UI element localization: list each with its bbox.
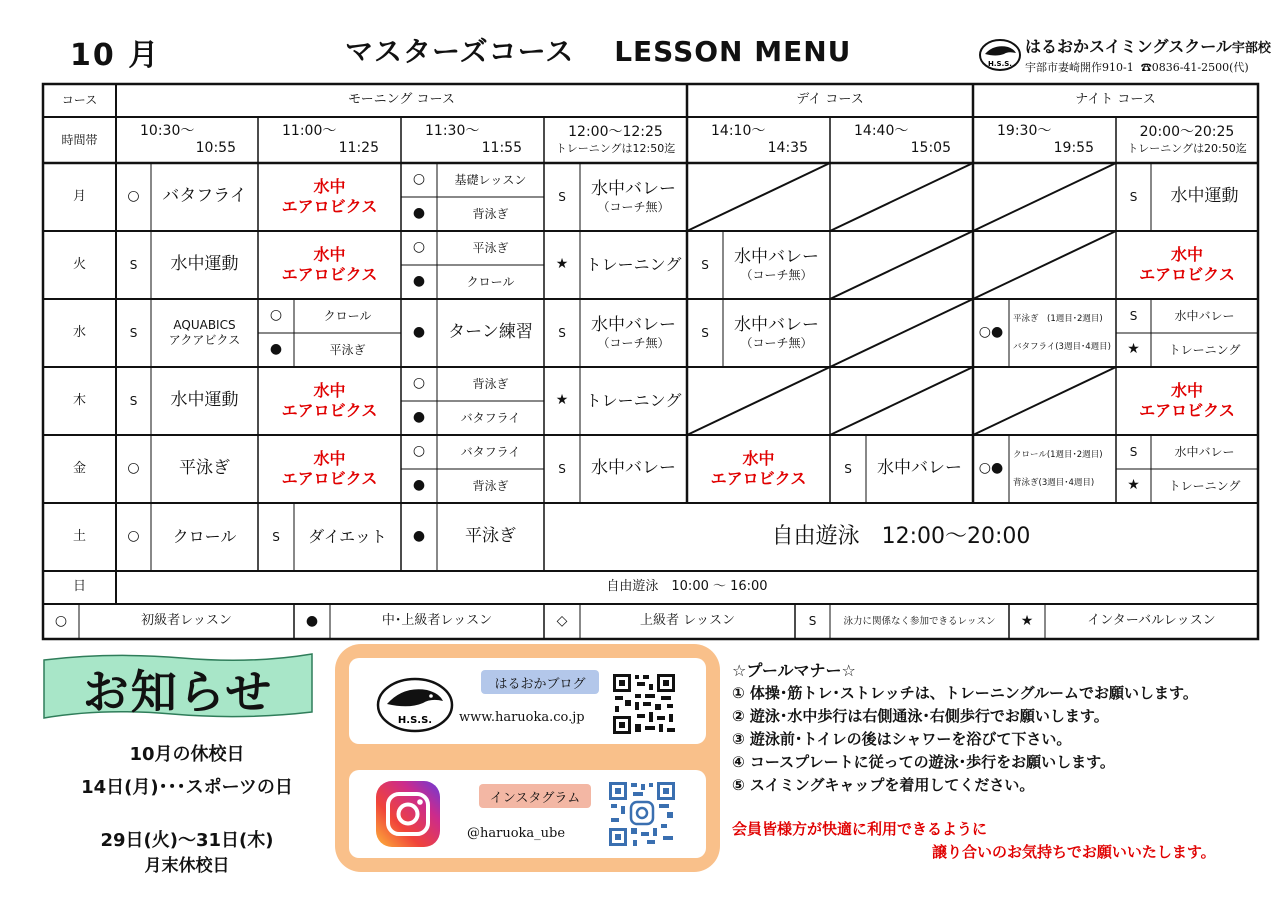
thu-slot1-symbol: S <box>129 393 138 408</box>
wed-slot8b-symbol: ★ <box>1127 341 1140 358</box>
instagram-label[interactable]: インスタグラム <box>479 784 591 808</box>
legend-intermediate-text: 中･上級者レッスン <box>381 613 493 629</box>
thu-slot3b-symbol: ● <box>412 409 426 426</box>
title-en: LESSON MENU <box>614 35 852 68</box>
mon-slot3a-symbol: ○ <box>412 171 426 188</box>
legend-beginner-text: 初級者レッスン <box>141 613 232 629</box>
corner-course: コース <box>61 93 98 107</box>
legend-intermediate-symbol: ● <box>305 612 319 629</box>
time-slot-6: 14:40～ 15:05 <box>854 122 951 156</box>
qr-code-blog-icon[interactable] <box>611 672 677 736</box>
tue-slot4-lesson: トレーニング <box>585 255 682 274</box>
fri-slot1-symbol: ○ <box>127 460 140 477</box>
wed-slot8a-lesson: 水中バレー <box>1174 308 1235 323</box>
fri-slot8a-symbol: S <box>1129 444 1138 459</box>
corner-time: 時間帯 <box>61 132 98 147</box>
legend-advanced-text: 上級者 レッスン <box>639 613 735 629</box>
mon-slot8-lesson: 水中運動 <box>1170 186 1239 207</box>
time-slot-8: 20:00～20:25 トレーニングは20:50迄 <box>1127 124 1247 155</box>
tue-slot5-symbol: S <box>701 257 709 272</box>
title-jp: マスターズコース <box>345 35 575 68</box>
fri-slot8b-symbol: ★ <box>1127 477 1140 494</box>
fri-slot3a-symbol: ○ <box>412 443 426 460</box>
mon-slot1-symbol: ○ <box>127 188 140 205</box>
mon-slot3b-lesson: 背泳ぎ <box>472 206 509 221</box>
sns-panel <box>335 644 720 872</box>
mon-slot3a-lesson: 基礎レッスン <box>454 172 527 187</box>
fri-slot7-lesson: クロール(1週目･2週目) 背泳ぎ(3週目･4週目) <box>1013 449 1103 488</box>
thu-slot2-aerobics: 水中 エアロビクス <box>281 381 378 420</box>
day-tue: 火 <box>72 256 86 272</box>
legend-beginner-symbol: ○ <box>54 612 68 629</box>
rule-3: ③ 遊泳前･トイレの後はシャワーを浴びて下さい。 <box>732 730 1072 748</box>
day-fri: 金 <box>72 460 86 476</box>
blog-label[interactable]: はるおかブログ <box>481 670 599 694</box>
month-label: 10 月 <box>70 38 161 73</box>
thu-slot4-lesson: トレーニング <box>585 391 682 410</box>
tue-slot3b-lesson: クロール <box>466 274 515 289</box>
legend-open-text: 泳力に関係なく参加できるレッスン <box>843 615 996 627</box>
thu-slot4-symbol: ★ <box>555 392 569 409</box>
thu-slot3a-lesson: 背泳ぎ <box>472 376 509 391</box>
day-thu: 木 <box>72 392 86 408</box>
holiday-month-end-dates: 29日(火)～31日(木) <box>100 830 274 851</box>
tue-slot3a-symbol: ○ <box>412 239 426 256</box>
sat-slot3-lesson: 平泳ぎ <box>465 526 516 547</box>
instagram-icon <box>375 780 441 848</box>
course-day: デイ コース <box>796 92 864 108</box>
legend-open-symbol: S <box>808 614 817 628</box>
fri-slot8a-lesson: 水中バレー <box>1174 444 1235 459</box>
tue-slot8-aerobics: 水中 エアロビクス <box>1139 245 1235 284</box>
rule-1: ① 体操･筋トレ･ストレッチは、トレーニングルームでお願いします。 <box>732 684 1198 702</box>
tue-slot1-lesson: 水中運動 <box>170 254 239 275</box>
day-sun: 日 <box>72 579 86 595</box>
wed-slot8b-lesson: トレーニング <box>1168 342 1241 357</box>
tue-slot5-lesson: 水中バレー （コーチ無） <box>734 246 819 283</box>
day-mon: 月 <box>72 188 86 204</box>
wed-slot8a-symbol: S <box>1129 308 1138 323</box>
time-slot-1: 10:30～ 10:55 <box>140 122 236 156</box>
hss-logo-text: H.S.S. <box>397 715 433 726</box>
fri-slot6-lesson: 水中バレー <box>877 458 962 479</box>
tue-slot1-symbol: S <box>129 257 138 272</box>
time-slot-7: 19:30～ 19:55 <box>997 122 1094 156</box>
holiday-heading: 10月の休校日 <box>129 744 245 765</box>
legend-interval-symbol: ★ <box>1020 612 1034 629</box>
wed-slot5-lesson: 水中バレー （コーチ無） <box>734 314 819 351</box>
rules-title: ☆プールマナー☆ <box>732 661 856 680</box>
thu-slot3a-symbol: ○ <box>412 375 426 392</box>
time-slot-3: 11:30～ 11:55 <box>425 122 522 156</box>
course-night: ナイト コース <box>1075 92 1156 108</box>
fri-slot6-symbol: S <box>844 461 852 476</box>
wed-slot3-lesson: ターン練習 <box>448 322 533 343</box>
tue-slot2-aerobics: 水中 エアロビクス <box>281 245 378 284</box>
school-logo <box>978 38 1022 72</box>
mon-slot3b-symbol: ● <box>412 205 426 222</box>
wed-slot2b-symbol: ● <box>269 341 283 358</box>
rule-5: ⑤ スイミングキャップを着用してください。 <box>732 776 1035 794</box>
sat-slot2-lesson: ダイエット <box>308 527 387 546</box>
fri-slot8b-lesson: トレーニング <box>1168 478 1241 493</box>
mon-slot1-lesson: バタフライ <box>162 186 247 207</box>
fri-slot5-aerobics: 水中 エアロビクス <box>710 449 807 488</box>
wed-slot2a-lesson: クロール <box>323 308 372 323</box>
address-text: 宇部市妻崎開作910-1 <box>1025 61 1134 74</box>
fri-slot4-symbol: S <box>558 461 566 476</box>
notice-title: お知らせ <box>82 665 274 719</box>
fri-slot2-aerobics: 水中 エアロビクス <box>281 449 378 488</box>
wed-slot1-symbol: S <box>129 325 138 340</box>
holiday-sports-day: 14日(月)･･･スポーツの日 <box>81 777 293 798</box>
time-slot-5: 14:10～ 14:35 <box>711 122 808 156</box>
instagram-handle[interactable]: @haruoka_ube <box>467 826 566 841</box>
time-slot-4: 12:00～12:25 トレーニングは12:50迄 <box>555 124 676 155</box>
day-wed: 水 <box>72 324 86 340</box>
tue-slot4-symbol: ★ <box>555 256 569 273</box>
mon-slot4-symbol: S <box>558 189 566 204</box>
blog-url[interactable]: www.haruoka.co.jp <box>459 710 585 725</box>
school-logo-text: H.S.S. <box>988 60 1012 68</box>
instagram-card[interactable] <box>349 770 706 858</box>
time-slot-2: 11:00～ 11:25 <box>282 122 379 156</box>
member-note-line1: 会員皆様方が快適に利用できるように <box>732 820 988 838</box>
school-name <box>1025 34 1271 57</box>
course-morning: モーニング コース <box>348 92 455 108</box>
school-branch: 宇部校 <box>1231 41 1271 56</box>
fri-slot3b-lesson: 背泳ぎ <box>472 478 509 493</box>
wed-slot2a-symbol: ○ <box>269 307 283 324</box>
school-address <box>1025 59 1249 75</box>
sat-slot1-lesson: クロール <box>172 527 237 546</box>
sat-slot3-symbol: ● <box>412 528 426 545</box>
page-title <box>345 30 851 70</box>
fri-slot7-symbol: ○● <box>978 460 1004 477</box>
sat-free-swim: 自由遊泳 12:00～20:00 <box>771 524 1031 550</box>
fri-slot4-lesson: 水中バレー <box>591 458 676 479</box>
holiday-month-end-label: 月末休校日 <box>144 856 230 876</box>
thu-slot1-lesson: 水中運動 <box>170 390 239 411</box>
tue-slot3b-symbol: ● <box>412 273 426 290</box>
wed-slot4-lesson: 水中バレー （コーチ無） <box>591 314 676 351</box>
member-note-line2: 譲り合いのお気持ちでお願いいたします。 <box>932 843 1216 861</box>
tue-slot3a-lesson: 平泳ぎ <box>472 240 509 255</box>
sun-free-swim: 自由遊泳 10:00 ～ 16:00 <box>606 579 768 595</box>
wed-slot7-symbol: ○● <box>978 324 1004 341</box>
thu-slot3b-lesson: バタフライ <box>460 410 521 425</box>
fri-slot3b-symbol: ● <box>412 477 426 494</box>
phone-text: ☎0836-41-2500(代) <box>1140 61 1249 74</box>
sat-slot2-symbol: S <box>272 529 280 544</box>
wed-slot5-symbol: S <box>701 325 709 340</box>
wed-slot7-lesson: 平泳ぎ (1週目･2週目) バタフライ(3週目･4週目) <box>1013 313 1111 352</box>
wed-slot4-symbol: S <box>558 325 566 340</box>
thu-slot8-aerobics: 水中 エアロビクス <box>1139 381 1235 420</box>
fri-slot3a-lesson: バタフライ <box>460 444 521 459</box>
legend-advanced-symbol: ◇ <box>556 612 568 629</box>
blog-card[interactable] <box>349 658 706 744</box>
day-sat: 土 <box>72 528 86 544</box>
wed-slot1-lesson: AQUABICS アクアビクス <box>168 318 241 347</box>
wed-slot2b-lesson: 平泳ぎ <box>329 342 366 357</box>
qr-code-instagram-icon[interactable] <box>607 780 677 848</box>
hss-logo-icon <box>375 676 455 734</box>
mon-slot4-lesson: 水中バレー （コーチ無） <box>591 178 676 215</box>
legend-interval-text: インターバルレッスン <box>1087 613 1216 629</box>
rule-4: ④ コースプレートに従っての遊泳･歩行をお願いします。 <box>732 753 1115 771</box>
school-name-text: はるおかスイミングスクール <box>1025 37 1232 56</box>
mon-slot8-symbol: S <box>1129 189 1138 204</box>
fri-slot1-lesson: 平泳ぎ <box>179 458 230 479</box>
rule-2: ② 遊泳･水中歩行は右側通泳･右側歩行でお願いします。 <box>732 707 1109 725</box>
mon-slot2-aerobics: 水中 エアロビクス <box>281 177 378 216</box>
wed-slot3-symbol: ● <box>412 324 426 341</box>
sat-slot1-symbol: ○ <box>127 528 140 545</box>
